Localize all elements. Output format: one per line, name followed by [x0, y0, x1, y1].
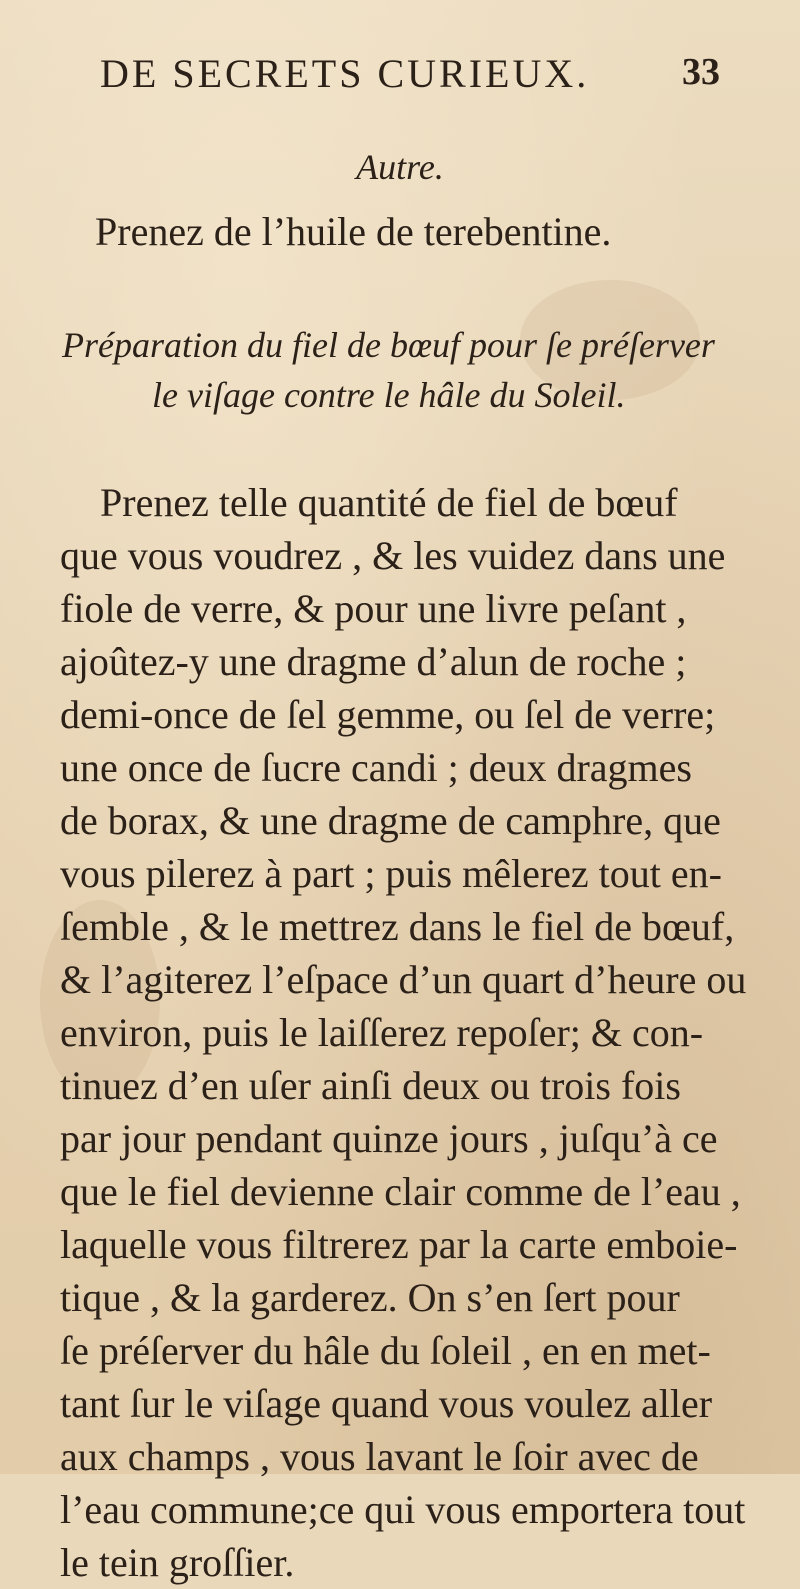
body-line: environ, puis le laiſſerez repoſer; & con-	[60, 1010, 704, 1055]
recipe-title-line: Préparation du fiel de bœuf pour ſe préſerver	[62, 325, 715, 365]
body-line: que le fiel devienne clair comme de l’eau ,	[60, 1169, 741, 1214]
running-head	[100, 40, 720, 100]
body-line: tant ſur le viſage quand vous voulez aller	[60, 1381, 713, 1426]
body-line: une once de ſucre candi ; deux dragmes	[60, 745, 692, 790]
page-number: 33	[682, 51, 720, 93]
body-line: fiole de verre, & pour une livre peſant ,	[60, 586, 687, 631]
body-line: laquelle vous filtrerez par la carte emboie-	[60, 1222, 738, 1267]
recipe-body	[60, 476, 747, 1589]
body-line: de borax, & une dragme de camphre, que	[60, 798, 721, 843]
recipe-title	[0, 320, 800, 420]
body-line: aux champs , vous lavant le ſoir avec de	[60, 1434, 699, 1479]
body-line: l’eau commune;ce qui vous emportera tout	[60, 1487, 746, 1532]
running-title: DE SECRETS CURIEUX.	[100, 51, 590, 96]
body-line: par jour pendant quinze jours , juſqu’à ce	[60, 1116, 718, 1161]
body-line: & l’agiterez l’eſpace d’un quart d’heure ou	[60, 957, 747, 1002]
recipe-title-line: le viſage contre le hâle du Soleil.	[152, 375, 626, 415]
body-line: tique , & la garderez. On s’en ſert pour	[60, 1275, 680, 1320]
body-line: vous pilerez à part ; puis mêlerez tout en-	[60, 851, 722, 896]
body-line: ajoûtez-y une dragme d’alun de roche ;	[60, 639, 687, 684]
body-line: demi-once de ſel gemme, ou ſel de verre;	[60, 692, 716, 737]
body-line: le tein groſſier.	[60, 1540, 295, 1585]
body-line: que vous voudrez , & les vuidez dans une	[60, 533, 726, 578]
section-heading: Autre.	[356, 147, 444, 187]
instruction-text: Prenez de l’huile de terebentine.	[95, 209, 612, 254]
body-line: ſemble , & le mettrez dans le fiel de bœuf,	[60, 904, 735, 949]
body-line: tinuez d’en uſer ainſi deux ou trois fois	[60, 1063, 681, 1108]
body-line: Prenez telle quantité de fiel de bœuf	[100, 480, 678, 525]
body-line: ſe préſerver du hâle du ſoleil , en en met-	[60, 1328, 711, 1373]
